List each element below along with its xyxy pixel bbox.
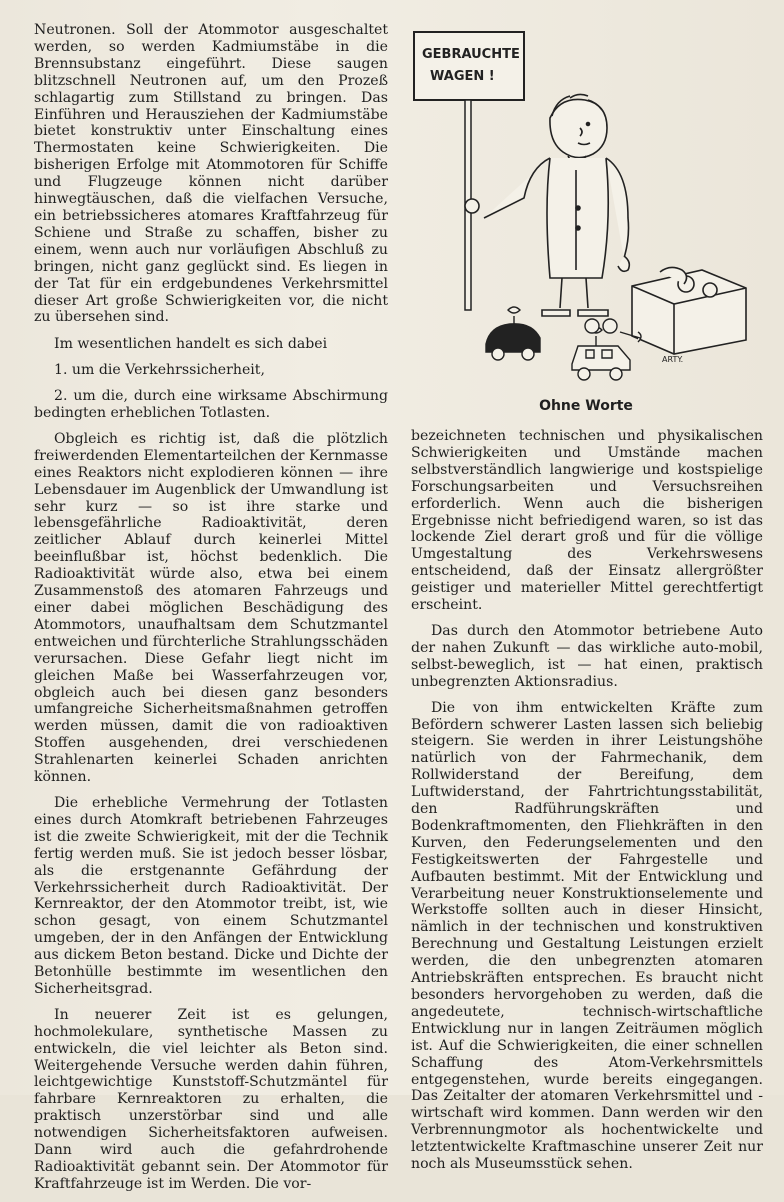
paragraph: Die von ihm entwickelten Kräfte zum Befördern schwerer Lasten lassen sich beliebig steigern. Sie werden in ihrer Leistungshöhe natürlich von der Fahrmechanik, dem Rollwiderstand der Bereifung, dem Luftwiderstand, der Fahrtrichtungsstabilität, den Radführungskräften und Bodenkraftmomenten, den Fliehkräften in den Kurven, den Federungselementen und den Festigkeitswerten der Fahrgestelle und Aufbauten bestimmt. Mit der Entwicklung und Verarbeitung neuer Konstruktionselemente und Werkstoffe sollten auch in dieser Hinsicht, nämlich in der technischen und konstruktiven Berechnung und Gestaltung Leistungen erzielt werden, die den unbegrenzten atomaren Antriebskräften entsprechen. Es braucht nicht besonders hervorgehoben zu werden, daß die angedeutete, technisch-wirtschaftliche Entwicklung nur in langen Zeiträumen möglich ist. Auf die Schwierigkeiten, die einer schnellen Schaffung des Atom-Verkehrsmittels entgegenstehen, wurde bereits eingegangen. Das Zeitalter der atomaren Verkehrsmittel und -wirtschaft wird kommen. Dann werden wir den Verbrennungmotor als hochentwickelte und letztentwickelte Kraftmaschine unserer Zeit nur noch als Museumsstück sehen. bbox=[411, 699, 763, 1173]
sign-board bbox=[414, 32, 524, 100]
paragraph: Obgleich es richtig ist, daß die plötzlich freiwerdenden Elementarteilchen der Kernmasse eines Reaktors nicht explodieren können — ihre Lebensdauer im Augenblick der Umwandlung ist sehr kurz — so ist ihre starke und lebensgefährliche Radioaktivität, deren zeitlicher Ablauf durch keinerlei Mittel beeinflußbar ist, höchst bedenklich. Die Radioaktivität würde also, etwa bei einem Zusammenstoß des atomaren Fahrzeugs und einer dabei möglichen Beschädigung des Atommotors, unaufhaltsam dem Schutzmantel entweichen und fürchterliche Strahlungsschäden verursachen. Diese Gefahr liegt nicht im gleichen Maße bei Wasserfahrzeugen vor, obgleich auch bei diesen ganz besonders umfangreiche Sicherheitsmaßnahmen getroffen werden müssen, damit die von radioaktiven Stoffen ausgehenden, drei verschiedenen Strahlenarten keinerlei Schaden anrichten können. bbox=[34, 430, 388, 786]
wind-up-car-black bbox=[486, 307, 540, 360]
right-text-column bbox=[411, 428, 763, 1182]
cartoon-illustration bbox=[410, 28, 762, 398]
list-item: 2. um die, durch eine wirksame Abschirmung bedingten erheblichen Totlasten. bbox=[34, 388, 388, 422]
artist-signature: ARTY. bbox=[662, 355, 684, 364]
paragraph: Die erhebliche Vermehrung der Totlasten eines durch Atomkraft betriebenen Fahrzeuges ist die zweite Schwierigkeit, mit der die Technik fertig werden muß. Sie ist jedoch besser lösbar, als die erstgenannte Gefährdung der Verkehrssicherheit durch Radioaktivität. Der Kernreaktor, der den Atommotor treibt, ist, wie schon gesagt, von einem Schutzmantel umgeben, der in den Anfängen der Entwicklung aus dickem Beton bestand. Dicke und Dichte der Betonhülle bestimmte im wesentlichen den Sicherheitsgrad. bbox=[34, 794, 388, 997]
list-item: 1. um die Verkehrssicherheit, bbox=[54, 362, 265, 379]
paragraph: Neutronen. Soll der Atommotor ausgeschaltet werden, so werden Kadmiumstäbe in die Brennsubstanz eingeführt. Diese saugen blitzschnell Neutronen auf, um den Prozeß schlagartig zum Stillstand zu bringen. Das Einführen und Herausziehen der Kadmiumstäbe bietet konstruktiv unter Einschaltung eines Thermostaten keine Schwierigkeiten. Die bisherigen Erfolge mit Atommotoren für Schiffe und Flugzeuge können nicht darüber hinwegtäuschen, daß die vielfachen Versuche, ein betriebssicheres atomares Kraftfahrzeug für Schiene und Straße zu schaffen, bisher zu einem, wenn auch nur vorläufigen Abschluß zu bringen, nicht ganz geglückt sind. Es liegen in der Tat für ein erdgebundenes Verkehrsmittel dieser Art große Schwierigkeiten vor, die nicht zu übersehen sind. bbox=[34, 22, 388, 326]
left-text-column bbox=[34, 22, 388, 1202]
toy-box bbox=[632, 267, 746, 354]
sign-text-line2: WAGEN ! bbox=[430, 69, 495, 84]
paragraph: bezeichneten technischen und physikalischen Schwierigkeiten und Umstände machen selbstverständlich langwierige und kostspielige Forschungsarbeiten und Versuchsreihen erforderlich. Wenn auch die bisherigen Ergebnisse nicht befriedigend waren, so ist das lockende Ziel derart groß und für die völlige Umgestaltung des Verkehrswesens entscheidend, daß der Einsatz allergrößter geistiger und materieller Mittel gerechtfertigt erscheint. bbox=[411, 428, 763, 614]
sign-text-line1: GEBRAUCHTE bbox=[422, 47, 520, 62]
cartoon-caption: Ohne Worte bbox=[539, 398, 633, 414]
wind-up-car-white bbox=[572, 327, 630, 380]
salesman-figure bbox=[465, 94, 629, 316]
paragraph: Das durch den Atommotor betriebene Auto der nahen Zukunft — das wirkliche auto-mobil, selbst-beweglich, ist — hat einen, praktisch unbegrenzten Aktionsradius. bbox=[411, 622, 763, 690]
paragraph: In neuerer Zeit ist es gelungen, hochmolekulare, synthetische Massen zu entwickeln, die viel leichter als Beton sind. Weitergehende Versuche werden dahin führen, leichtgewichtige Kunststoff-Schutzmäntel für fahrbare Kernreaktoren zu erhalten, die praktisch unzerstörbar sind und alle notwendigen Sicherheitsfaktoren aufweisen. Dann wird auch die gefahrdrohende Radioaktivität gebannt sein. Der Atommotor für Kraftfahrzeuge ist im Werden. Die vor- bbox=[34, 1006, 388, 1192]
paragraph: Im wesentlichen handelt es sich dabei bbox=[54, 336, 328, 353]
